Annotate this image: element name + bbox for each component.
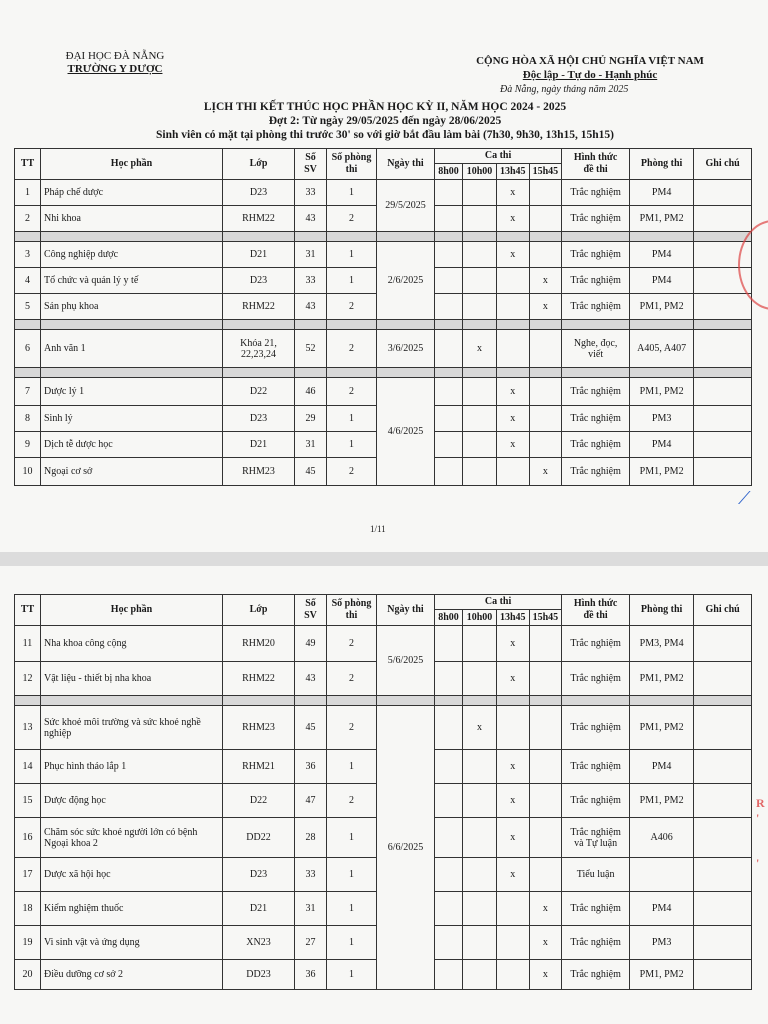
- student-count: 43: [295, 294, 327, 320]
- exam-slot-empty: [435, 626, 463, 662]
- student-count: 45: [295, 458, 327, 486]
- course-name: Dược lý 1: [41, 378, 223, 406]
- class-name: D23: [223, 268, 295, 294]
- exam-slot-empty: [435, 706, 463, 750]
- room-count: 2: [327, 330, 377, 368]
- document-title: [100, 100, 670, 142]
- col-ca-13h45: 13h45: [497, 610, 530, 626]
- col-hocphan: Học phần: [41, 149, 223, 180]
- row-number: 18: [15, 892, 41, 926]
- notes: [694, 706, 752, 750]
- col-lop: Lớp: [223, 595, 295, 626]
- table-row: [15, 706, 752, 750]
- exam-slot-empty: [497, 892, 530, 926]
- col-phongthi: Phòng thi: [630, 149, 694, 180]
- class-name: RHM20: [223, 626, 295, 662]
- row-number: 20: [15, 960, 41, 990]
- exam-slot-empty: [529, 626, 562, 662]
- row-number: 5: [15, 294, 41, 320]
- notes: [694, 378, 752, 406]
- exam-room: PM1, PM2: [630, 960, 694, 990]
- exam-slot-empty: [435, 206, 463, 232]
- col-cathi: Ca thi: [435, 595, 562, 610]
- exam-slot-empty: [463, 892, 497, 926]
- exam-format: Trắc nghiệm: [562, 242, 630, 268]
- exam-slot-empty: [463, 626, 497, 662]
- exam-date: 4/6/2025: [377, 378, 435, 486]
- exam-slot-empty: [435, 378, 463, 406]
- exam-slot-empty: [435, 242, 463, 268]
- class-name: D23: [223, 180, 295, 206]
- row-number: 8: [15, 406, 41, 432]
- exam-room: PM4: [630, 180, 694, 206]
- exam-slot-empty: [463, 458, 497, 486]
- room-count: 1: [327, 242, 377, 268]
- country-name: CỘNG HÒA XÃ HỘI CHỦ NGHĨA VIỆT NAM: [476, 55, 704, 67]
- course-name: Dịch tễ dược học: [41, 432, 223, 458]
- notes: [694, 294, 752, 320]
- row-number: 7: [15, 378, 41, 406]
- exam-format: Trắc nghiệm: [562, 180, 630, 206]
- exam-format: Trắc nghiệm: [562, 378, 630, 406]
- col-hinhthuc: Hình thức đề thi: [562, 149, 630, 180]
- red-stamp-fragment: R ' ': [756, 796, 765, 870]
- notes: [694, 330, 752, 368]
- notes: [694, 818, 752, 858]
- exam-room: PM3, PM4: [630, 626, 694, 662]
- course-name: Vi sinh vật và ứng dụng: [41, 926, 223, 960]
- student-count: 33: [295, 268, 327, 294]
- exam-slot-mark: x: [529, 458, 562, 486]
- exam-room: PM1, PM2: [630, 662, 694, 696]
- col-sophong: Số phòng thi: [327, 149, 377, 180]
- exam-room: PM1, PM2: [630, 378, 694, 406]
- exam-slot-empty: [497, 706, 530, 750]
- room-count: 1: [327, 818, 377, 858]
- room-count: 1: [327, 926, 377, 960]
- col-ca-15h45: 15h45: [529, 164, 562, 180]
- course-name: Chăm sóc sức khoẻ người lớn có bệnh Ngoại khoa 2: [41, 818, 223, 858]
- exam-date: 29/5/2025: [377, 180, 435, 232]
- exam-slot-mark: x: [529, 892, 562, 926]
- exam-format: Tiểu luận: [562, 858, 630, 892]
- exam-slot-empty: [529, 406, 562, 432]
- class-name: DD22: [223, 818, 295, 858]
- student-count: 52: [295, 330, 327, 368]
- exam-slot-empty: [435, 926, 463, 960]
- room-count: 2: [327, 294, 377, 320]
- exam-format: Trắc nghiệm: [562, 406, 630, 432]
- exam-slot-empty: [435, 432, 463, 458]
- table-row: [15, 330, 752, 368]
- row-number: 6: [15, 330, 41, 368]
- exam-room: PM4: [630, 432, 694, 458]
- class-name: DD23: [223, 960, 295, 990]
- col-phongthi: Phòng thi: [630, 595, 694, 626]
- class-name: D22: [223, 784, 295, 818]
- class-name: D21: [223, 242, 295, 268]
- row-number: 13: [15, 706, 41, 750]
- notes: [694, 892, 752, 926]
- exam-slot-empty: [463, 818, 497, 858]
- exam-format: Trắc nghiệm: [562, 706, 630, 750]
- class-name: RHM22: [223, 662, 295, 696]
- exam-slot-empty: [497, 926, 530, 960]
- separator-row: [15, 320, 752, 330]
- row-number: 15: [15, 784, 41, 818]
- course-name: Sức khoẻ môi trường và sức khoẻ nghề nghiệp: [41, 706, 223, 750]
- room-count: 1: [327, 180, 377, 206]
- exam-format: Trắc nghiệm: [562, 892, 630, 926]
- notes: [694, 626, 752, 662]
- class-name: RHM23: [223, 706, 295, 750]
- room-count: 2: [327, 706, 377, 750]
- exam-slot-empty: [435, 180, 463, 206]
- room-count: 2: [327, 784, 377, 818]
- row-number: 10: [15, 458, 41, 486]
- exam-room: PM1, PM2: [630, 784, 694, 818]
- exam-slot-empty: [463, 784, 497, 818]
- exam-slot-empty: [497, 960, 530, 990]
- exam-slot-empty: [529, 784, 562, 818]
- exam-slot-empty: [529, 206, 562, 232]
- exam-slot-mark: x: [497, 818, 530, 858]
- course-name: Nhi khoa: [41, 206, 223, 232]
- row-number: 17: [15, 858, 41, 892]
- class-name: RHM22: [223, 294, 295, 320]
- exam-slot-empty: [463, 242, 497, 268]
- col-hocphan: Học phần: [41, 595, 223, 626]
- course-name: Phục hình tháo lắp 1: [41, 750, 223, 784]
- notes: [694, 180, 752, 206]
- exam-slot-empty: [529, 750, 562, 784]
- class-name: XN23: [223, 926, 295, 960]
- course-name: Ngoại cơ sở: [41, 458, 223, 486]
- course-name: Anh văn 1: [41, 330, 223, 368]
- exam-slot-empty: [463, 960, 497, 990]
- row-number: 11: [15, 626, 41, 662]
- col-ngaythi: Ngày thi: [377, 595, 435, 626]
- class-name: RHM23: [223, 458, 295, 486]
- class-name: D22: [223, 378, 295, 406]
- row-number: 14: [15, 750, 41, 784]
- class-name: RHM21: [223, 750, 295, 784]
- exam-slot-empty: [435, 458, 463, 486]
- room-count: 2: [327, 626, 377, 662]
- exam-room: PM4: [630, 892, 694, 926]
- exam-format: Trắc nghiệm: [562, 268, 630, 294]
- exam-room: [630, 858, 694, 892]
- notes: [694, 926, 752, 960]
- notes: [694, 458, 752, 486]
- course-name: Tổ chức và quản lý y tế: [41, 268, 223, 294]
- exam-format: Trắc nghiệm: [562, 750, 630, 784]
- exam-slot-empty: [435, 750, 463, 784]
- exam-format: Trắc nghiệm: [562, 432, 630, 458]
- exam-slot-empty: [463, 926, 497, 960]
- room-count: 2: [327, 378, 377, 406]
- separator-row: [15, 232, 752, 242]
- exam-slot-empty: [463, 180, 497, 206]
- exam-format: Nghe, đọc, viết: [562, 330, 630, 368]
- row-number: 3: [15, 242, 41, 268]
- exam-slot-empty: [435, 784, 463, 818]
- exam-slot-empty: [463, 406, 497, 432]
- col-sosv: Số SV: [295, 149, 327, 180]
- row-number: 9: [15, 432, 41, 458]
- title-line-3: Sinh viên có mặt tại phòng thi trước 30' so với giờ bắt đầu làm bài (7h30, 9h30, 13h15, 15h15): [156, 129, 614, 141]
- exam-slot-mark: x: [529, 294, 562, 320]
- university-name: ĐẠI HỌC ĐÀ NẴNG: [65, 50, 165, 62]
- exam-room: PM1, PM2: [630, 206, 694, 232]
- class-name: D21: [223, 432, 295, 458]
- national-header: [470, 54, 710, 82]
- exam-slot-empty: [463, 432, 497, 458]
- room-count: 1: [327, 858, 377, 892]
- exam-slot-empty: [435, 406, 463, 432]
- exam-slot-empty: [529, 330, 562, 368]
- student-count: 47: [295, 784, 327, 818]
- student-count: 31: [295, 432, 327, 458]
- col-ca-8h00: 8h00: [435, 164, 463, 180]
- course-name: Điều dưỡng cơ sở 2: [41, 960, 223, 990]
- exam-date: 2/6/2025: [377, 242, 435, 320]
- notes: [694, 784, 752, 818]
- row-number: 1: [15, 180, 41, 206]
- col-ghichu: Ghi chú: [694, 595, 752, 626]
- school-name: TRƯỜNG Y DƯỢC: [67, 63, 163, 75]
- exam-slot-empty: [529, 706, 562, 750]
- course-name: Công nghiệp dược: [41, 242, 223, 268]
- room-count: 2: [327, 206, 377, 232]
- notes: [694, 406, 752, 432]
- student-count: 43: [295, 662, 327, 696]
- course-name: Pháp chế dược: [41, 180, 223, 206]
- notes: [694, 662, 752, 696]
- col-lop: Lớp: [223, 149, 295, 180]
- student-count: 49: [295, 626, 327, 662]
- room-count: 1: [327, 406, 377, 432]
- row-number: 19: [15, 926, 41, 960]
- exam-room: PM1, PM2: [630, 458, 694, 486]
- col-ca-10h00: 10h00: [463, 164, 497, 180]
- student-count: 29: [295, 406, 327, 432]
- col-sosv: Số SV: [295, 595, 327, 626]
- col-sophong: Số phòng thi: [327, 595, 377, 626]
- student-count: 33: [295, 180, 327, 206]
- exam-format: Trắc nghiệm: [562, 294, 630, 320]
- exam-slot-mark: x: [497, 662, 530, 696]
- student-count: 27: [295, 926, 327, 960]
- class-name: Khóa 21, 22,23,24: [223, 330, 295, 368]
- room-count: 1: [327, 432, 377, 458]
- student-count: 46: [295, 378, 327, 406]
- exam-slot-empty: [463, 378, 497, 406]
- exam-slot-empty: [463, 662, 497, 696]
- col-ca-15h45: 15h45: [529, 610, 562, 626]
- exam-slot-empty: [435, 268, 463, 294]
- student-count: 36: [295, 750, 327, 784]
- exam-room: PM1, PM2: [630, 294, 694, 320]
- class-name: D21: [223, 892, 295, 926]
- course-name: Kiểm nghiệm thuốc: [41, 892, 223, 926]
- col-cathi: Ca thi: [435, 149, 562, 164]
- course-name: Sản phụ khoa: [41, 294, 223, 320]
- exam-slot-empty: [435, 294, 463, 320]
- exam-room: A406: [630, 818, 694, 858]
- exam-format: Trắc nghiệm: [562, 626, 630, 662]
- exam-slot-empty: [497, 330, 530, 368]
- exam-slot-empty: [435, 330, 463, 368]
- exam-format: Trắc nghiệm: [562, 662, 630, 696]
- table-row: [15, 180, 752, 206]
- student-count: 43: [295, 206, 327, 232]
- national-motto: Độc lập - Tự do - Hạnh phúc: [522, 69, 658, 81]
- exam-slot-empty: [435, 818, 463, 858]
- exam-slot-empty: [463, 858, 497, 892]
- exam-slot-mark: x: [497, 858, 530, 892]
- student-count: 28: [295, 818, 327, 858]
- exam-slot-mark: x: [529, 268, 562, 294]
- schedule-table-1: [14, 148, 752, 486]
- class-name: D23: [223, 406, 295, 432]
- exam-slot-empty: [463, 294, 497, 320]
- exam-slot-mark: x: [529, 926, 562, 960]
- exam-format: Trắc nghiệm: [562, 206, 630, 232]
- course-name: Dược xã hội học: [41, 858, 223, 892]
- course-name: Dược động học: [41, 784, 223, 818]
- room-count: 1: [327, 268, 377, 294]
- exam-slot-mark: x: [497, 242, 530, 268]
- exam-slot-mark: x: [497, 626, 530, 662]
- title-line-2: Đợt 2: Từ ngày 29/05/2025 đến ngày 28/06/2025: [268, 115, 502, 127]
- col-ghichu: Ghi chú: [694, 149, 752, 180]
- exam-slot-empty: [463, 206, 497, 232]
- notes: [694, 432, 752, 458]
- exam-slot-empty: [435, 960, 463, 990]
- page-number: 1/11: [370, 524, 386, 534]
- separator-row: [15, 368, 752, 378]
- room-count: 2: [327, 458, 377, 486]
- student-count: 33: [295, 858, 327, 892]
- exam-slot-empty: [463, 268, 497, 294]
- organization-header: [50, 50, 180, 76]
- exam-slot-empty: [497, 268, 530, 294]
- row-number: 2: [15, 206, 41, 232]
- exam-slot-empty: [435, 892, 463, 926]
- student-count: 45: [295, 706, 327, 750]
- exam-slot-mark: x: [497, 750, 530, 784]
- exam-format: Trắc nghiệm: [562, 960, 630, 990]
- exam-format: Trắc nghiệm: [562, 926, 630, 960]
- exam-format: Trắc nghiệm: [562, 458, 630, 486]
- room-count: 1: [327, 960, 377, 990]
- issue-date: Đà Nẵng, ngày tháng năm 2025: [500, 84, 629, 95]
- exam-date: 6/6/2025: [377, 706, 435, 990]
- row-number: 4: [15, 268, 41, 294]
- notes: [694, 750, 752, 784]
- title-line-1: LỊCH THI KẾT THÚC HỌC PHẦN HỌC KỲ II, NĂM HỌC 2024 - 2025: [203, 101, 567, 113]
- class-name: RHM22: [223, 206, 295, 232]
- exam-format: Trắc nghiệm và Tự luận: [562, 818, 630, 858]
- exam-slot-empty: [529, 180, 562, 206]
- exam-slot-mark: x: [529, 960, 562, 990]
- col-hinhthuc: Hình thức đề thi: [562, 595, 630, 626]
- student-count: 31: [295, 242, 327, 268]
- exam-slot-empty: [529, 242, 562, 268]
- col-ca-13h45: 13h45: [497, 164, 530, 180]
- schedule-page-2: [0, 566, 768, 1024]
- notes: [694, 960, 752, 990]
- exam-slot-empty: [529, 662, 562, 696]
- exam-slot-mark: x: [497, 406, 530, 432]
- exam-room: A405, A407: [630, 330, 694, 368]
- row-number: 16: [15, 818, 41, 858]
- col-ca-8h00: 8h00: [435, 610, 463, 626]
- exam-slot-mark: x: [463, 330, 497, 368]
- student-count: 36: [295, 960, 327, 990]
- exam-room: PM4: [630, 268, 694, 294]
- exam-slot-mark: x: [497, 784, 530, 818]
- exam-slot-empty: [529, 858, 562, 892]
- exam-slot-empty: [463, 750, 497, 784]
- exam-slot-empty: [435, 662, 463, 696]
- room-count: 1: [327, 750, 377, 784]
- col-tt: TT: [15, 595, 41, 626]
- course-name: Sinh lý: [41, 406, 223, 432]
- exam-slot-empty: [497, 458, 530, 486]
- exam-room: PM4: [630, 750, 694, 784]
- notes: [694, 858, 752, 892]
- room-count: 2: [327, 662, 377, 696]
- exam-slot-empty: [529, 378, 562, 406]
- exam-format: Trắc nghiệm: [562, 784, 630, 818]
- exam-room: PM1, PM2: [630, 706, 694, 750]
- student-count: 31: [295, 892, 327, 926]
- exam-slot-mark: x: [497, 206, 530, 232]
- notes: [694, 206, 752, 232]
- table-row: [15, 242, 752, 268]
- exam-slot-mark: x: [463, 706, 497, 750]
- exam-slot-empty: [497, 294, 530, 320]
- exam-date: 3/6/2025: [377, 330, 435, 368]
- exam-slot-empty: [435, 858, 463, 892]
- col-ngaythi: Ngày thi: [377, 149, 435, 180]
- exam-slot-empty: [529, 818, 562, 858]
- exam-room: PM3: [630, 406, 694, 432]
- course-name: Nha khoa công cộng: [41, 626, 223, 662]
- schedule-table-2: [14, 594, 752, 990]
- exam-room: PM3: [630, 926, 694, 960]
- exam-slot-mark: x: [497, 180, 530, 206]
- row-number: 12: [15, 662, 41, 696]
- separator-row: [15, 696, 752, 706]
- room-count: 1: [327, 892, 377, 926]
- exam-room: PM4: [630, 242, 694, 268]
- exam-slot-mark: x: [497, 432, 530, 458]
- signature-mark: ⟋: [738, 488, 751, 508]
- class-name: D23: [223, 858, 295, 892]
- exam-date: 5/6/2025: [377, 626, 435, 696]
- table-row: [15, 626, 752, 662]
- course-name: Vật liệu - thiết bị nha khoa: [41, 662, 223, 696]
- col-tt: TT: [15, 149, 41, 180]
- col-ca-10h00: 10h00: [463, 610, 497, 626]
- exam-slot-mark: x: [497, 378, 530, 406]
- exam-slot-empty: [529, 432, 562, 458]
- table-row: [15, 378, 752, 406]
